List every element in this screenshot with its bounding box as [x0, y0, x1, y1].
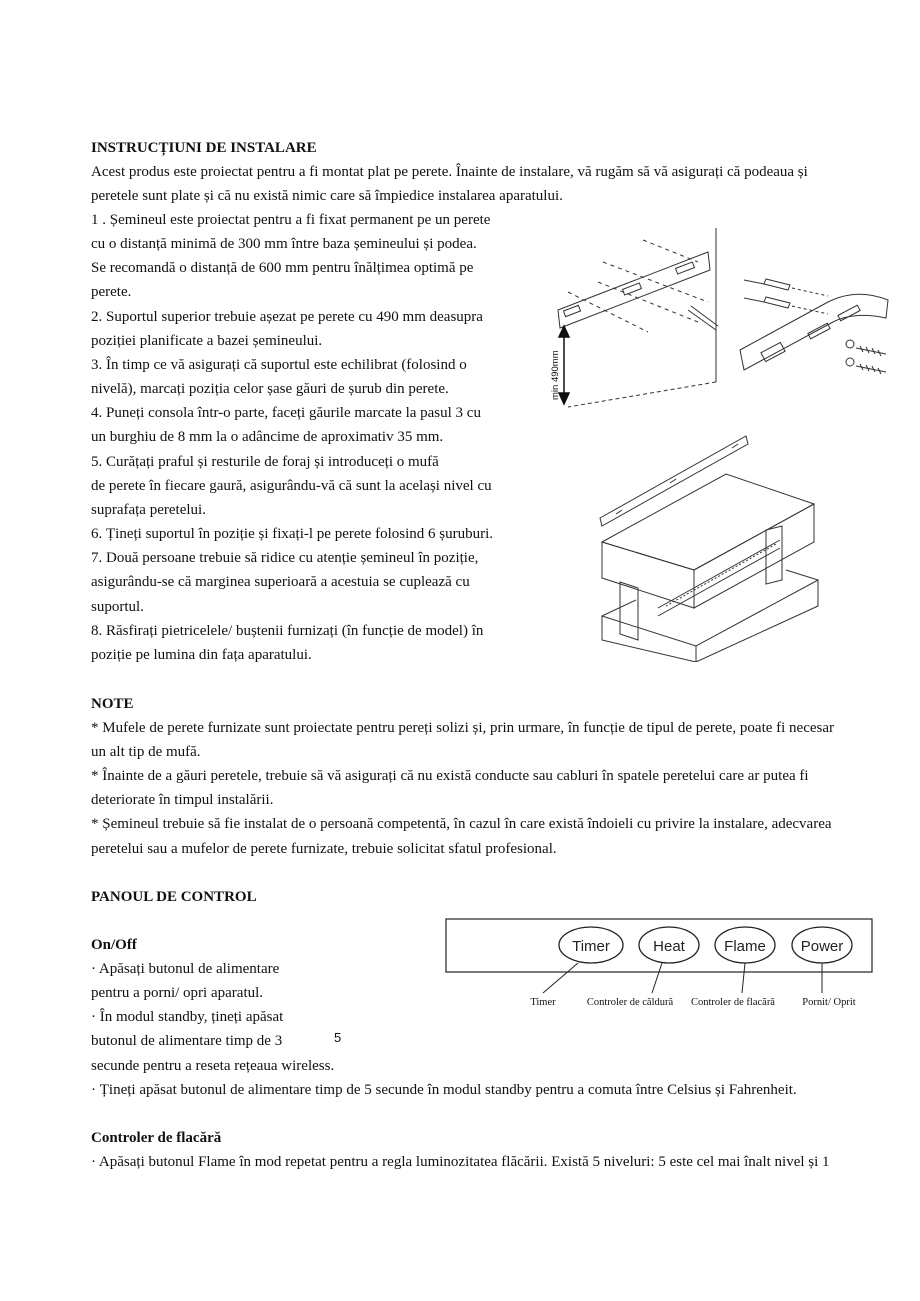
- install-step-line: 1 . Șemineul este proiectat pentru a fi fixat permanent pe un perete: [91, 212, 491, 228]
- onoff-line: · Țineți apăsat butonul de alimentare timp de 5 secunde în modul standby pentru a comuta între Celsius și Fahrenheit.: [91, 1082, 797, 1098]
- note-line: deteriorate în timpul instalării.: [91, 792, 274, 808]
- flame-button-label: Flame: [724, 938, 766, 955]
- onoff-line: secunde pentru a reseta rețeaua wireless.: [91, 1058, 335, 1074]
- install-step-line: poziției planificate a bazei șemineului.: [91, 333, 323, 349]
- note-line: * Înainte de a găuri peretele, trebuie să vă asigurați că nu există conducte sau cabluri în spatele peretelui care ar putea fi: [91, 768, 809, 784]
- onoff-line: · Apăsați butonul de alimentare: [91, 961, 280, 977]
- power-button-label: Power: [800, 938, 844, 955]
- fireplace-diagram: [596, 430, 826, 662]
- install-step-line: cu o distanță minimă de 300 mm între baza șemineului și podea.: [91, 236, 477, 252]
- min-490mm-label: min 490mm: [550, 350, 561, 400]
- install-step-line: poziție pe lumina din fața aparatului.: [91, 647, 312, 663]
- install-intro-line: peretele sunt plate și că nu există nimic care să împiedice instalarea aparatului.: [91, 188, 563, 204]
- onoff-line: butonul de alimentare timp de 3: [91, 1033, 283, 1049]
- timer-caption: Timer: [530, 997, 556, 1008]
- install-step-line: asigurându-se că marginea superioară a acestuia se cuplează cu: [91, 574, 470, 590]
- install-step-line: nivelă), marcați poziția celor șase găuri de șurub din perete.: [91, 381, 449, 397]
- onoff-heading: On/Off: [91, 937, 137, 953]
- flame-line: · Apăsați butonul Flame în mod repetat pentru a regla luminozitatea flăcării. Există 5 niveluri: 5 este cel mai înalt nivel și 1: [91, 1154, 830, 1170]
- note-heading: NOTE: [91, 696, 134, 712]
- wall-bracket-diagram: [548, 222, 898, 428]
- timer-button-label: Timer: [572, 938, 610, 955]
- note-line: * Mufele de perete furnizate sunt proiectate pentru pereți solizi și, prin urmare, în funcție de tipul de perete, poate fi necesar: [91, 720, 835, 736]
- install-step-line: de perete în fiecare gaură, asigurându-vă că sunt la același nivel cu: [91, 478, 492, 494]
- install-step-line: un burghiu de 8 mm la o adâncime de aproximativ 35 mm.: [91, 429, 444, 445]
- install-step-line: 4. Puneți consola într-o parte, faceți găurile marcate la pasul 3 cu: [91, 405, 481, 421]
- install-intro-line: Acest produs este proiectat pentru a fi montat plat pe perete. Înainte de instalare, vă rugăm să vă asigurați că podeaua și: [91, 164, 808, 180]
- install-step-line: 7. Două persoane trebuie să ridice cu atenție șemineul în poziție,: [91, 550, 479, 566]
- heat-caption: Controler de căldură: [586, 997, 674, 1008]
- onoff-line: pentru a porni/ opri aparatul.: [91, 985, 264, 1001]
- onoff-line: · În modul standby, țineți apăsat: [91, 1009, 284, 1025]
- install-step-line: suportul.: [91, 599, 144, 615]
- install-step-line: perete.: [91, 284, 132, 300]
- control-panel-diagram: [440, 915, 880, 1015]
- install-step-line: 8. Răsfirați pietricelele/ buștenii furnizați (în funcție de model) în: [91, 623, 484, 639]
- install-heading: INSTRUCȚIUNI DE INSTALARE: [91, 140, 317, 156]
- install-step-line: 3. În timp ce vă asigurați că suportul este echilibrat (folosind o: [91, 357, 467, 373]
- install-step-line: 6. Țineți suportul în poziție și fixați-l pe perete folosind 6 șuruburi.: [91, 526, 494, 542]
- flame-heading: Controler de flacără: [91, 1130, 222, 1146]
- install-step-line: suprafața peretelui.: [91, 502, 206, 518]
- note-line: * Șemineul trebuie să fie instalat de o persoană competentă, în cazul în care există îndoieli cu privire la instalare, adecvarea: [91, 816, 832, 832]
- control-heading: PANOUL DE CONTROL: [91, 889, 257, 905]
- install-step-line: Se recomandă o distanță de 600 mm pentru înălțimea optimă pe: [91, 260, 474, 276]
- flame-caption: Controler de flacără: [691, 997, 775, 1008]
- note-line: peretelui sau a mufelor de perete furnizate, trebuie solicitat sfatul profesional.: [91, 841, 557, 857]
- heat-button-label: Heat: [653, 938, 685, 955]
- install-step-line: 5. Curățați praful și resturile de foraj și introduceți o mufă: [91, 454, 439, 470]
- page-number: 5: [334, 1030, 342, 1045]
- power-caption: Pornit/ Oprit: [802, 997, 856, 1008]
- install-step-line: 2. Suportul superior trebuie așezat pe perete cu 490 mm deasupra: [91, 309, 483, 325]
- note-line: un alt tip de mufă.: [91, 744, 201, 760]
